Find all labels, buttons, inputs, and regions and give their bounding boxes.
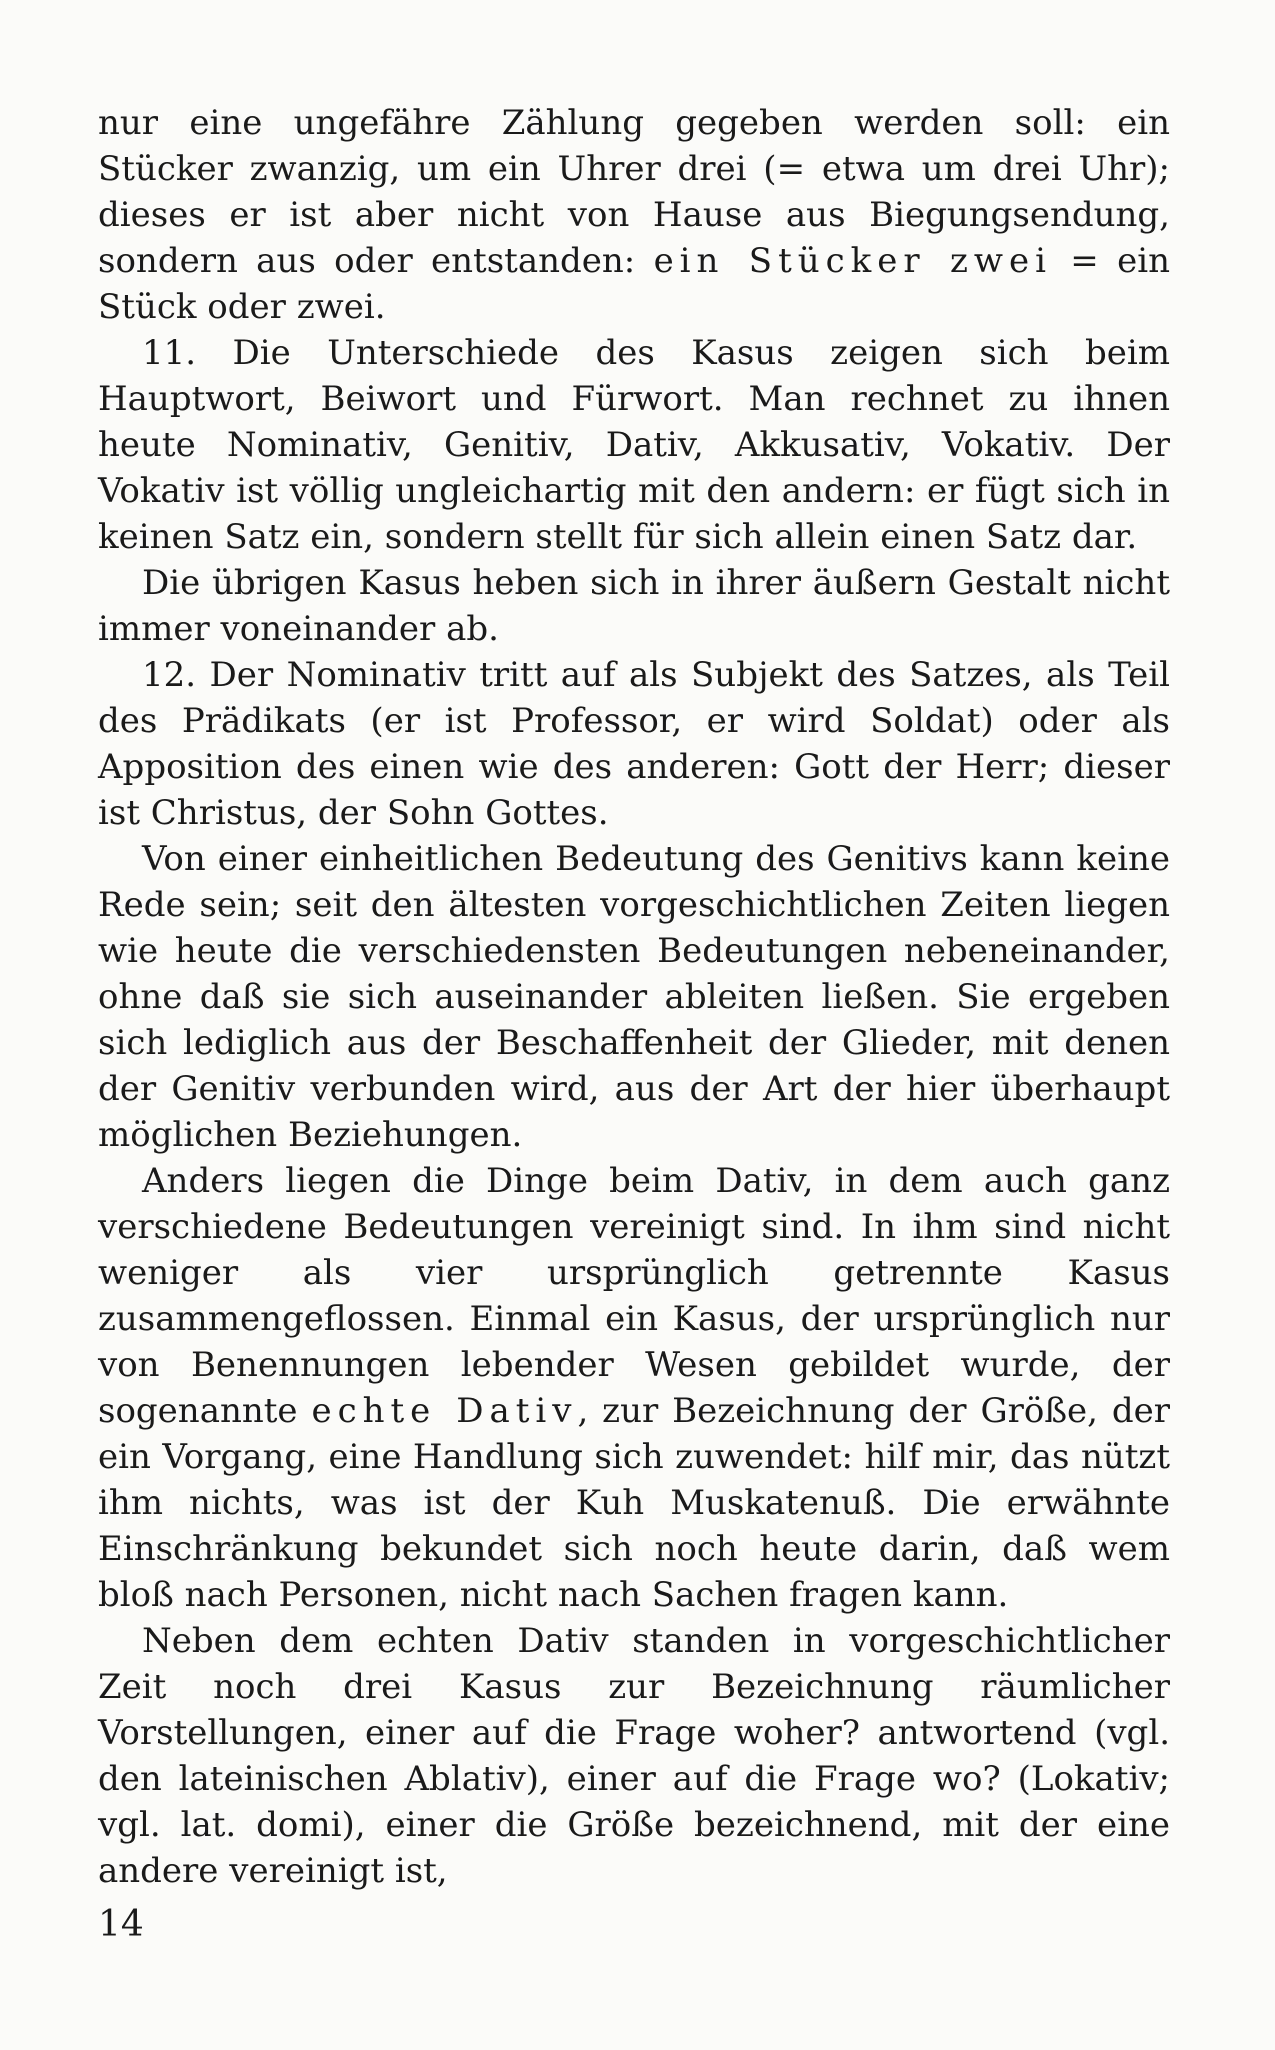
- text-segment: , zur Bezeichnung der Größe, der ein Vorgang, eine Handlung sich zuwendet: hilf mir, das nützt ihm nichts, was ist der Kuh Muskatenuß. Die erwähnte Einschränkung bekundet sich noch heute darin, daß wem bloß nach Personen, nicht nach Sachen fragen kann.: [98, 1391, 1171, 1615]
- body-text: [98, 100, 1170, 1894]
- book-page: [98, 100, 1170, 1980]
- emphasized-text: ein Stücker zwei: [653, 241, 1052, 281]
- paragraph: [98, 1158, 1170, 1618]
- text-segment: Von einer einheitlichen Bedeutung des Genitivs kann keine Rede sein; seit den ältesten vorgeschichtlichen Zeiten liegen wie heute die verschiedensten Bedeutungen nebeneinander, ohne daß sie sich auseinander ableiten ließen. Sie ergeben sich lediglich aus der Beschaffenheit der Glieder, mit denen der Genitiv verbunden wird, aus der Art der hier überhaupt möglichen Beziehungen.: [98, 839, 1170, 1155]
- paragraph: [98, 1618, 1170, 1894]
- emphasized-text: echte Dativ: [311, 1391, 578, 1431]
- text-segment: Die übrigen Kasus heben sich in ihrer äußern Gestalt nicht immer voneinander ab.: [98, 563, 1170, 649]
- paragraph: [98, 560, 1170, 652]
- text-segment: 12. Der Nominativ tritt auf als Subjekt des Satzes, als Teil des Prädikats (er ist Professor, er wird Soldat) oder als Apposition des einen wie des anderen: Gott der Herr; dieser ist Christus, der Sohn Gottes.: [98, 655, 1170, 833]
- text-segment: = ein Stück oder zwei.: [98, 241, 1171, 327]
- paragraph: [98, 652, 1170, 836]
- page-number: 14: [98, 1904, 144, 1945]
- text-segment: 11. Die Unterschiede des Kasus zeigen sich beim Hauptwort, Beiwort und Fürwort. Man rechnet zu ihnen heute Nominativ, Genitiv, Dativ, Akkusativ, Vokativ. Der Vokativ ist völlig ungleichartig mit den andern: er fügt sich in keinen Satz ein, sondern stellt für sich allein einen Satz dar.: [98, 333, 1170, 557]
- paragraph: [98, 836, 1170, 1158]
- text-segment: nur eine ungefähre Zählung gegeben werden soll: ein Stücker zwanzig, um ein Uhrer drei (= etwa um drei Uhr); dieses er ist aber nicht von Hause aus Biegungsendung, sondern aus oder entstanden:: [98, 103, 1170, 281]
- paragraph: [98, 100, 1170, 330]
- text-segment: Anders liegen die Dinge beim Dativ, in dem auch ganz verschiedene Bedeutungen vereinigt sind. In ihm sind nicht weniger als vier ursprünglich getrennte Kasus zusammengeflossen. Einmal ein Kasus, der ursprünglich nur von Benennungen lebender Wesen gebildet wurde, der sogenannte: [98, 1161, 1170, 1431]
- text-segment: Neben dem echten Dativ standen in vorgeschichtlicher Zeit noch drei Kasus zur Bezeichnung räumlicher Vorstellungen, einer auf die Frage woher? antwortend (vgl. den lateinischen Ablativ), einer auf die Frage wo? (Lokativ; vgl. lat. domi), einer die Größe bezeichnend, mit der eine andere vereinigt ist,: [98, 1621, 1170, 1891]
- paragraph: [98, 330, 1170, 560]
